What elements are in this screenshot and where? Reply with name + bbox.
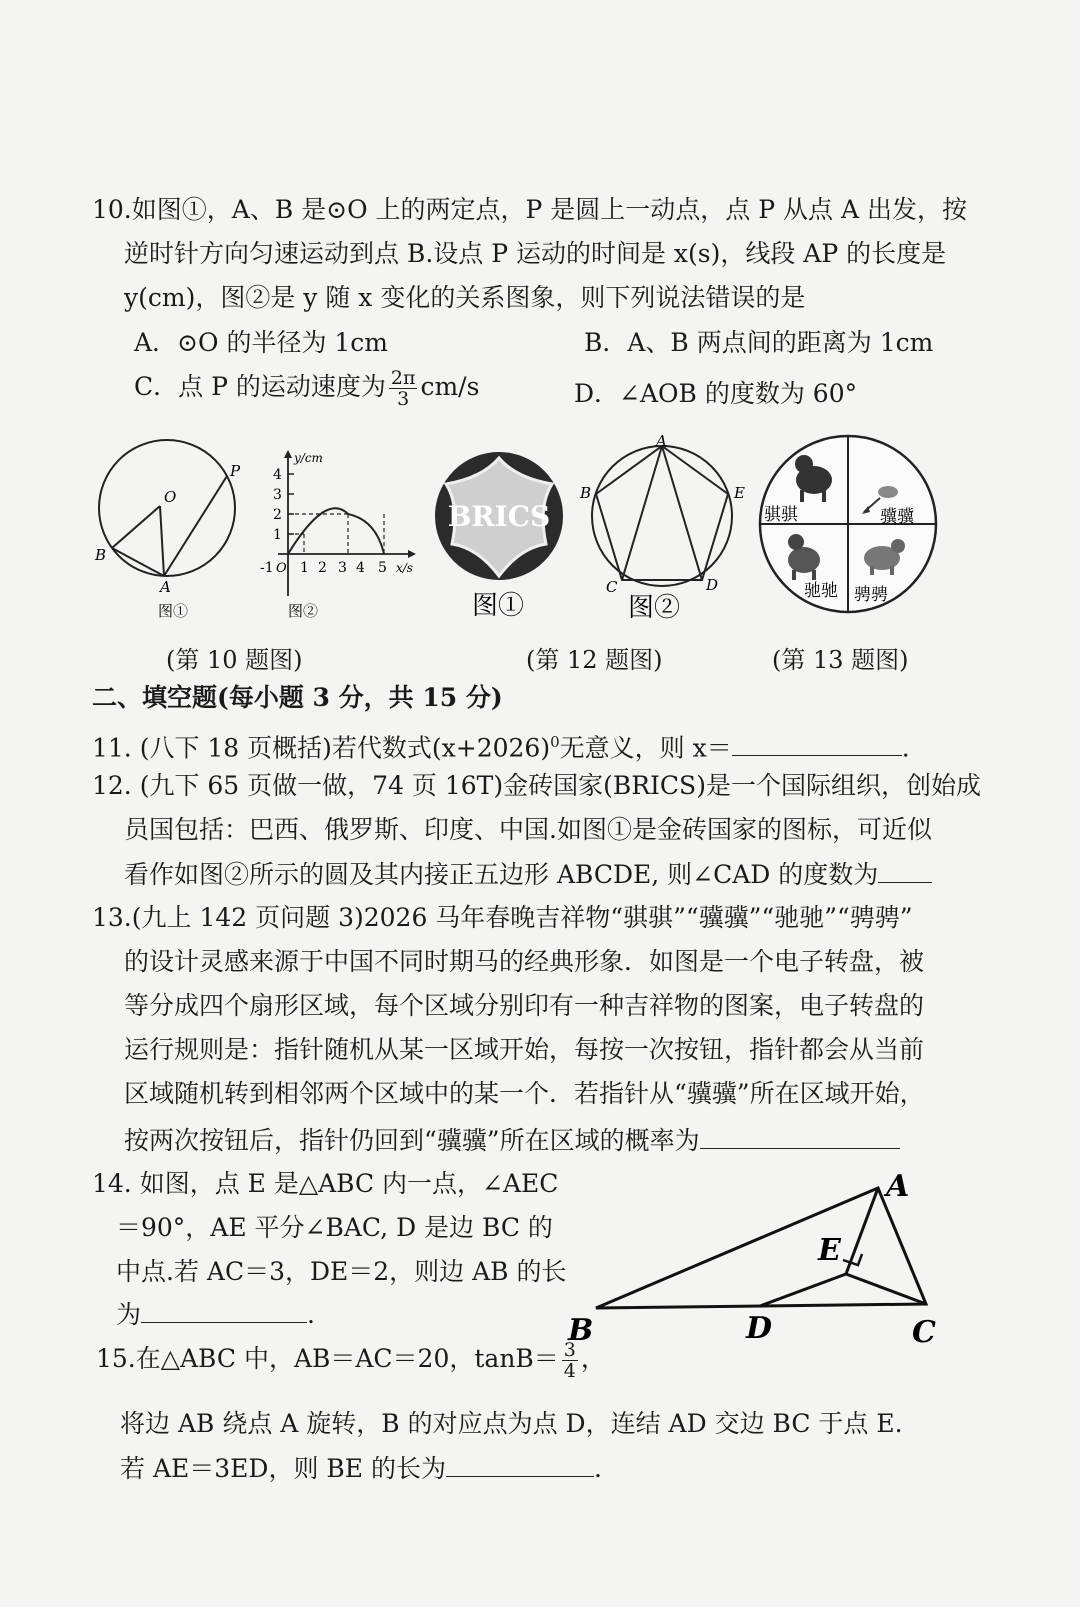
q12-answer-blank[interactable] (878, 858, 932, 883)
q12-line2: 员国包括：巴西、俄罗斯、印度、中国.如图①是金砖国家的图标，可近似 (124, 815, 932, 844)
q15-text: 15.在△ABC 中，AB＝AC＝20，tanB＝ (96, 1344, 559, 1373)
x-tick-1: 1 (300, 560, 309, 576)
q15-line3-text: 若 AE＝3ED，则 BE 的长为 (120, 1454, 446, 1483)
q14-line3: 中点.若 AC＝3，DE＝2，则边 AB 的长 (116, 1257, 567, 1286)
logo-text: BRICS (447, 500, 551, 533)
fraction-denominator: 3 (397, 388, 410, 410)
segment-ba (112, 548, 164, 576)
label-o: O (164, 488, 177, 506)
label-b: B (580, 484, 592, 502)
label-b: B (568, 1313, 594, 1348)
q10-line1: 10.如图①，A、B 是⊙O 上的两定点，P 是圆上一动点，点 P 从点 A 出发，按 (92, 195, 967, 224)
q10-option-c-text: C．点 P 的运动速度为 (134, 372, 386, 401)
segment-ad (662, 446, 702, 580)
q15-answer-blank[interactable] (446, 1452, 594, 1477)
label-c: C (912, 1315, 936, 1350)
q13-line3: 等分成四个扇形区域，每个区域分别印有一种吉祥物的图案，电子转盘的 (124, 991, 925, 1020)
fraction-numerator: 2π (390, 367, 416, 389)
q10-line3: y(cm)，图②是 y 随 x 变化的关系图象，则下列说法错误的是 (124, 283, 806, 312)
segment-ac (622, 446, 662, 580)
x-tick-origin: O (276, 561, 287, 576)
fraction-numerator: 3 (563, 1339, 576, 1361)
pentagon-abcde (596, 446, 728, 580)
q10-option-d: D．∠AOB 的度数为 60° (574, 379, 858, 408)
label-e: E (734, 484, 745, 502)
graph-curve (288, 508, 384, 554)
y-tick-1: 1 (273, 527, 282, 543)
x-tick-3: 3 (338, 560, 347, 576)
q13-line4: 运行规则是：指针随机从某一区域开始，每按一次按钮，指针都会从当前 (124, 1035, 925, 1064)
sector-chengcheng: 骋骋 (854, 585, 888, 605)
q15-line1 (96, 1340, 606, 1381)
q11-text: 11. (八下 18 页概括)若代数式(x+2026) (92, 733, 551, 763)
fig10-sub1: 图① (158, 602, 189, 620)
fig13-caption: (第 13 题图) (772, 646, 909, 674)
q10-option-c-fraction (389, 368, 418, 409)
q13-line2: 的设计灵感来源于中国不同时期马的经典形象．如图是一个电子转盘，被 (124, 947, 925, 976)
fig12-sub2: 图② (628, 593, 681, 623)
label-p: P (230, 462, 241, 480)
q13-answer-blank[interactable] (700, 1124, 900, 1149)
y-axis-arrow (284, 450, 292, 458)
q10-option-c (134, 368, 479, 409)
q10-option-b: B．A、B 两点间的距离为 1cm (584, 328, 934, 357)
q11-exponent: 0 (550, 733, 560, 751)
label-a: A (886, 1169, 910, 1204)
x-tick-neg1: -1 (260, 560, 274, 576)
y-tick-2: 2 (273, 507, 282, 523)
section-heading: 二、填空题(每小题 3 分，共 15 分) (92, 683, 503, 712)
fig12-pentagon (578, 430, 758, 630)
fig10-sub2: 图② (288, 602, 319, 620)
q10-option-a: A．⊙O 的半径为 1cm (134, 328, 389, 357)
q11-text-post: 无意义，则 x＝ (559, 733, 732, 763)
q14-line4-text: 为 (116, 1300, 142, 1329)
fig12-caption: (第 12 题图) (526, 646, 663, 674)
q13-line6-text: 按两次按钮后，指针仍回到“骥骥”所在区域的概率为 (124, 1126, 700, 1155)
segment-oa (160, 506, 164, 576)
q15-end: . (593, 1454, 602, 1483)
fraction-denominator: 4 (563, 1360, 576, 1382)
q15-fraction (562, 1340, 578, 1381)
x-axis-label: x/s (396, 561, 413, 575)
q12-line3-text: 看作如图②所示的圆及其内接正五边形 ABCDE, 则∠CAD 的度数为 (124, 860, 879, 889)
fig13-spinner (752, 430, 952, 630)
q11-answer-blank[interactable] (732, 731, 902, 756)
x-tick-5: 5 (378, 560, 387, 576)
label-b: B (95, 546, 107, 564)
q14-line4 (116, 1298, 315, 1331)
y-tick-3: 3 (273, 487, 282, 503)
label-d: D (706, 576, 719, 594)
fig12-logo (428, 448, 578, 628)
y-axis-label: y/cm (294, 451, 323, 465)
label-e: E (818, 1233, 841, 1268)
q10-option-c-unit: cm/s (420, 372, 480, 401)
q13-line5: 区域随机转到相邻两个区域中的某一个．若指针从“骥骥”所在区域开始， (124, 1079, 925, 1108)
circumcircle (592, 446, 732, 586)
fig10-circle (92, 436, 252, 626)
q13-line1: 13.(九上 142 页问题 3)2026 马年春晚吉祥物“骐骐”“骥骥”“驰驰”“骋骋” (92, 903, 913, 932)
y-tick-4: 4 (273, 467, 282, 483)
sector-chichi: 驰驰 (804, 581, 838, 601)
triangle-abc (596, 1188, 926, 1308)
label-d: D (746, 1311, 773, 1346)
q11-end: . (901, 733, 910, 763)
q12-line3 (124, 858, 932, 891)
fig10-graph (248, 446, 420, 626)
fig14-triangle (564, 1164, 964, 1360)
sector-qiqi: 骐骐 (764, 505, 798, 525)
sector-jiji: 骥骥 (880, 507, 914, 527)
fig10-caption: (第 10 题图) (166, 646, 303, 674)
q12-line1: 12. (九下 65 页做一做，74 页 16T)金砖国家(BRICS)是一个国际组织，创始成 (92, 771, 981, 800)
segment-ob (112, 506, 160, 548)
q13-line6 (124, 1124, 900, 1157)
x-axis-arrow (408, 550, 416, 558)
q14-line1: 14. 如图，点 E 是△ABC 内一点，∠AEC (92, 1169, 559, 1198)
fig12-sub1: 图① (472, 591, 525, 621)
q15-line3 (120, 1452, 602, 1485)
label-a: A (656, 432, 667, 450)
x-tick-4: 4 (356, 560, 365, 576)
x-tick-2: 2 (318, 560, 327, 576)
circle-o (99, 440, 235, 576)
q15-line2: 将边 AB 绕点 A 旋转，B 的对应点为点 D，连结 AD 交边 BC 于点 E. (120, 1409, 903, 1438)
label-a: A (160, 578, 171, 596)
q15-comma: ， (580, 1344, 606, 1373)
q14-line2: ＝90°，AE 平分∠BAC, D 是边 BC 的 (116, 1213, 553, 1242)
q11 (92, 726, 910, 764)
q10-line2: 逆时针方向匀速运动到点 B.设点 P 运动的时间是 x(s)，线段 AP 的长度是 (124, 239, 947, 268)
q14-end: . (307, 1300, 315, 1329)
q14-answer-blank[interactable] (141, 1298, 307, 1323)
label-c: C (606, 578, 618, 596)
segment-de (760, 1274, 846, 1306)
